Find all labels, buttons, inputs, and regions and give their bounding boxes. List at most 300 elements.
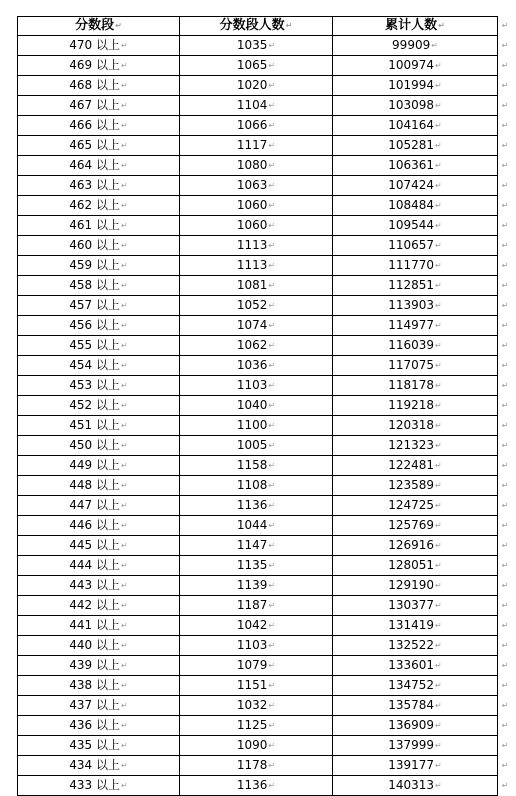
row-end-mark-icon: ↵ (501, 140, 509, 150)
table-row (18, 96, 498, 116)
paragraph-mark-icon: ↵ (435, 781, 442, 791)
paragraph-mark-icon: ↵ (121, 701, 128, 711)
paragraph-mark-icon: ↵ (435, 641, 442, 651)
row-end-mark-icon: ↵ (501, 360, 509, 370)
score-band-cell: 461 以上↵ (18, 216, 180, 236)
table-row (18, 236, 498, 256)
paragraph-mark-icon: ↵ (121, 381, 128, 391)
table-row (18, 676, 498, 696)
score-band-cell: 452 以上↵ (18, 396, 180, 416)
band-count-cell: 1081↵ (180, 276, 333, 296)
table-row (18, 716, 498, 736)
score-band-cell: 448 以上↵ (18, 476, 180, 496)
paragraph-mark-icon: ↵ (435, 381, 442, 391)
band-count-cell: 1042↵ (180, 616, 333, 636)
table-row (18, 336, 498, 356)
paragraph-mark-icon: ↵ (121, 501, 128, 511)
cumulative-count-cell: 130377↵ (333, 596, 498, 616)
paragraph-mark-icon: ↵ (121, 181, 128, 191)
cumulative-count-cell: 126916↵ (333, 536, 498, 556)
paragraph-mark-icon: ↵ (435, 441, 442, 451)
table-row (18, 616, 498, 636)
band-count-cell: 1066↵ (180, 116, 333, 136)
band-count-cell: 1090↵ (180, 736, 333, 756)
paragraph-mark-icon: ↵ (121, 301, 128, 311)
paragraph-mark-icon: ↵ (435, 561, 442, 571)
paragraph-mark-icon: ↵ (121, 661, 128, 671)
paragraph-mark-icon: ↵ (121, 261, 128, 271)
score-band-cell: 454 以上↵ (18, 356, 180, 376)
paragraph-mark-icon: ↵ (268, 61, 276, 71)
paragraph-mark-icon: ↵ (115, 21, 122, 31)
band-count-cell: 1147↵ (180, 536, 333, 556)
score-band-cell: 443 以上↵ (18, 576, 180, 596)
paragraph-mark-icon: ↵ (268, 381, 276, 391)
row-end-mark-icon: ↵ (501, 680, 509, 690)
paragraph-mark-icon: ↵ (268, 221, 276, 231)
band-count-cell: 1104↵ (180, 96, 333, 116)
band-count-cell: 1005↵ (180, 436, 333, 456)
paragraph-mark-icon: ↵ (121, 521, 128, 531)
paragraph-mark-icon: ↵ (435, 81, 442, 91)
paragraph-mark-icon: ↵ (268, 321, 276, 331)
cumulative-count-cell: 113903↵ (333, 296, 498, 316)
row-end-mark-icon: ↵ (501, 740, 509, 750)
score-band-cell: 455 以上↵ (18, 336, 180, 356)
band-count-cell: 1125↵ (180, 716, 333, 736)
paragraph-mark-icon: ↵ (268, 181, 276, 191)
table-row (18, 276, 498, 296)
table-row (18, 556, 498, 576)
paragraph-mark-icon: ↵ (121, 581, 128, 591)
paragraph-mark-icon: ↵ (435, 541, 442, 551)
band-count-cell: 1136↵ (180, 776, 333, 796)
cumulative-count-cell: 124725↵ (333, 496, 498, 516)
score-band-cell: 464 以上↵ (18, 156, 180, 176)
table-row (18, 636, 498, 656)
paragraph-mark-icon: ↵ (435, 121, 442, 131)
score-band-cell: 442 以上↵ (18, 596, 180, 616)
band-count-cell: 1065↵ (180, 56, 333, 76)
paragraph-mark-icon: ↵ (121, 101, 128, 111)
table-row (18, 396, 498, 416)
paragraph-mark-icon: ↵ (435, 301, 442, 311)
band-count-cell: 1020↵ (180, 76, 333, 96)
header-band-count: 分数段人数↵ (180, 17, 333, 36)
paragraph-mark-icon: ↵ (435, 221, 442, 231)
row-end-mark-icon: ↵ (501, 400, 509, 410)
paragraph-mark-icon: ↵ (121, 361, 128, 371)
score-band-cell: 435 以上↵ (18, 736, 180, 756)
paragraph-mark-icon: ↵ (268, 281, 276, 291)
score-band-cell: 468 以上↵ (18, 76, 180, 96)
paragraph-mark-icon: ↵ (268, 261, 276, 271)
table-row (18, 176, 498, 196)
cumulative-count-cell: 128051↵ (333, 556, 498, 576)
band-count-cell: 1117↵ (180, 136, 333, 156)
paragraph-mark-icon: ↵ (268, 201, 276, 211)
row-end-mark-icon: ↵ (501, 560, 509, 570)
score-band-cell: 439 以上↵ (18, 656, 180, 676)
score-band-cell: 453 以上↵ (18, 376, 180, 396)
paragraph-mark-icon: ↵ (121, 641, 128, 651)
paragraph-mark-icon: ↵ (435, 701, 442, 711)
paragraph-mark-icon: ↵ (121, 341, 128, 351)
row-end-mark-icon: ↵ (501, 240, 509, 250)
cumulative-count-cell: 119218↵ (333, 396, 498, 416)
table-row (18, 476, 498, 496)
paragraph-mark-icon: ↵ (121, 401, 128, 411)
paragraph-mark-icon: ↵ (435, 181, 442, 191)
cumulative-count-cell: 133601↵ (333, 656, 498, 676)
band-count-cell: 1032↵ (180, 696, 333, 716)
cumulative-count-cell: 117075↵ (333, 356, 498, 376)
cumulative-count-cell: 109544↵ (333, 216, 498, 236)
row-end-mark-icon: ↵ (501, 380, 509, 390)
paragraph-mark-icon: ↵ (121, 441, 128, 451)
paragraph-mark-icon: ↵ (268, 641, 276, 651)
paragraph-mark-icon: ↵ (121, 761, 128, 771)
paragraph-mark-icon: ↵ (121, 61, 128, 71)
score-band-cell: 456 以上↵ (18, 316, 180, 336)
paragraph-mark-icon: ↵ (268, 341, 276, 351)
row-end-mark-icon: ↵ (501, 60, 509, 70)
cumulative-count-cell: 137999↵ (333, 736, 498, 756)
paragraph-mark-icon: ↵ (121, 161, 128, 171)
cumulative-count-cell: 139177↵ (333, 756, 498, 776)
paragraph-mark-icon: ↵ (268, 741, 276, 751)
band-count-cell: 1035↵ (180, 36, 333, 56)
paragraph-mark-icon: ↵ (121, 601, 128, 611)
band-count-cell: 1151↵ (180, 676, 333, 696)
band-count-cell: 1136↵ (180, 496, 333, 516)
band-count-cell: 1060↵ (180, 216, 333, 236)
score-band-cell: 446 以上↵ (18, 516, 180, 536)
paragraph-mark-icon: ↵ (121, 121, 128, 131)
cumulative-count-cell: 132522↵ (333, 636, 498, 656)
row-end-mark-icon: ↵ (501, 640, 509, 650)
table-row (18, 196, 498, 216)
paragraph-mark-icon: ↵ (435, 141, 442, 151)
table-row (18, 456, 498, 476)
paragraph-mark-icon: ↵ (285, 21, 293, 31)
paragraph-mark-icon: ↵ (121, 741, 128, 751)
paragraph-mark-icon: ↵ (121, 421, 128, 431)
paragraph-mark-icon: ↵ (268, 121, 276, 131)
row-end-mark-icon: ↵ (501, 660, 509, 670)
row-end-mark-icon: ↵ (501, 780, 509, 790)
row-end-mark-icon: ↵ (501, 21, 509, 31)
score-band-cell: 445 以上↵ (18, 536, 180, 556)
row-end-mark-icon: ↵ (501, 500, 509, 510)
score-band-cell: 462 以上↵ (18, 196, 180, 216)
paragraph-mark-icon: ↵ (268, 681, 276, 691)
table-row (18, 76, 498, 96)
score-band-cell: 459 以上↵ (18, 256, 180, 276)
paragraph-mark-icon: ↵ (268, 721, 276, 731)
score-band-cell: 466 以上↵ (18, 116, 180, 136)
table-row (18, 156, 498, 176)
paragraph-mark-icon: ↵ (268, 421, 276, 431)
row-end-mark-icon: ↵ (501, 300, 509, 310)
band-count-cell: 1074↵ (180, 316, 333, 336)
paragraph-mark-icon: ↵ (435, 621, 442, 631)
cumulative-count-cell: 118178↵ (333, 376, 498, 396)
paragraph-mark-icon: ↵ (435, 481, 442, 491)
paragraph-mark-icon: ↵ (121, 721, 128, 731)
paragraph-mark-icon: ↵ (121, 221, 128, 231)
table-row (18, 36, 498, 56)
band-count-cell: 1187↵ (180, 596, 333, 616)
row-end-mark-icon: ↵ (501, 260, 509, 270)
paragraph-mark-icon: ↵ (435, 401, 442, 411)
score-band-cell: 465 以上↵ (18, 136, 180, 156)
score-band-cell: 470 以上↵ (18, 36, 180, 56)
table-row (18, 536, 498, 556)
row-end-mark-icon: ↵ (501, 580, 509, 590)
paragraph-mark-icon: ↵ (268, 101, 276, 111)
table-row (18, 136, 498, 156)
row-end-mark-icon: ↵ (501, 160, 509, 170)
score-band-cell: 447 以上↵ (18, 496, 180, 516)
paragraph-mark-icon: ↵ (268, 141, 276, 151)
paragraph-mark-icon: ↵ (121, 541, 128, 551)
paragraph-mark-icon: ↵ (268, 601, 276, 611)
paragraph-mark-icon: ↵ (121, 561, 128, 571)
cumulative-count-cell: 110657↵ (333, 236, 498, 256)
paragraph-mark-icon: ↵ (435, 681, 442, 691)
paragraph-mark-icon: ↵ (268, 661, 276, 671)
paragraph-mark-icon: ↵ (121, 461, 128, 471)
row-end-mark-icon: ↵ (501, 80, 509, 90)
paragraph-mark-icon: ↵ (121, 81, 128, 91)
score-band-cell: 437 以上↵ (18, 696, 180, 716)
paragraph-mark-icon: ↵ (268, 41, 276, 51)
paragraph-mark-icon: ↵ (268, 761, 276, 771)
paragraph-mark-icon: ↵ (438, 21, 445, 31)
paragraph-mark-icon: ↵ (435, 201, 442, 211)
paragraph-mark-icon: ↵ (268, 501, 276, 511)
paragraph-mark-icon: ↵ (435, 241, 442, 251)
row-end-mark-icon: ↵ (501, 620, 509, 630)
cumulative-count-cell: 107424↵ (333, 176, 498, 196)
band-count-cell: 1103↵ (180, 376, 333, 396)
paragraph-mark-icon: ↵ (268, 561, 276, 571)
paragraph-mark-icon: ↵ (268, 441, 276, 451)
row-end-mark-icon: ↵ (501, 520, 509, 530)
row-end-mark-icon: ↵ (501, 420, 509, 430)
table-row (18, 316, 498, 336)
table-row (18, 656, 498, 676)
row-end-mark-icon: ↵ (501, 720, 509, 730)
band-count-cell: 1062↵ (180, 336, 333, 356)
row-end-mark-icon: ↵ (501, 100, 509, 110)
table-row (18, 356, 498, 376)
cumulative-count-cell: 104164↵ (333, 116, 498, 136)
score-distribution-table (17, 16, 498, 796)
paragraph-mark-icon: ↵ (268, 541, 276, 551)
paragraph-mark-icon: ↵ (435, 521, 442, 531)
row-end-mark-icon: ↵ (501, 200, 509, 210)
row-end-mark-icon: ↵ (501, 760, 509, 770)
paragraph-mark-icon: ↵ (435, 741, 442, 751)
paragraph-mark-icon: ↵ (435, 421, 442, 431)
row-end-mark-icon: ↵ (501, 320, 509, 330)
band-count-cell: 1103↵ (180, 636, 333, 656)
score-band-cell: 451 以上↵ (18, 416, 180, 436)
row-end-mark-icon: ↵ (501, 180, 509, 190)
table-row (18, 216, 498, 236)
band-count-cell: 1052↵ (180, 296, 333, 316)
paragraph-mark-icon: ↵ (435, 321, 442, 331)
table-row (18, 56, 498, 76)
paragraph-mark-icon: ↵ (268, 161, 276, 171)
cumulative-count-cell: 123589↵ (333, 476, 498, 496)
table-row (18, 576, 498, 596)
band-count-cell: 1079↵ (180, 656, 333, 676)
header-cumulative-count: 累计人数↵ (333, 17, 498, 36)
table-row (18, 296, 498, 316)
paragraph-mark-icon: ↵ (121, 141, 128, 151)
paragraph-mark-icon: ↵ (435, 261, 442, 271)
paragraph-mark-icon: ↵ (435, 581, 442, 591)
row-end-mark-icon: ↵ (501, 40, 509, 50)
paragraph-mark-icon: ↵ (435, 61, 442, 71)
table-row (18, 696, 498, 716)
cumulative-count-cell: 106361↵ (333, 156, 498, 176)
paragraph-mark-icon: ↵ (435, 341, 442, 351)
cumulative-count-cell: 111770↵ (333, 256, 498, 276)
paragraph-mark-icon: ↵ (268, 301, 276, 311)
band-count-cell: 1158↵ (180, 456, 333, 476)
score-band-cell: 441 以上↵ (18, 616, 180, 636)
paragraph-mark-icon: ↵ (121, 321, 128, 331)
row-end-mark-icon: ↵ (501, 340, 509, 350)
paragraph-mark-icon: ↵ (268, 401, 276, 411)
score-band-cell: 444 以上↵ (18, 556, 180, 576)
score-band-cell: 433 以上↵ (18, 776, 180, 796)
score-band-cell: 457 以上↵ (18, 296, 180, 316)
row-end-mark-icon: ↵ (501, 120, 509, 130)
band-count-cell: 1080↵ (180, 156, 333, 176)
cumulative-count-cell: 120318↵ (333, 416, 498, 436)
cumulative-count-cell: 100974↵ (333, 56, 498, 76)
score-band-cell: 436 以上↵ (18, 716, 180, 736)
paragraph-mark-icon: ↵ (435, 601, 442, 611)
score-band-cell: 434 以上↵ (18, 756, 180, 776)
paragraph-mark-icon: ↵ (268, 461, 276, 471)
band-count-cell: 1040↵ (180, 396, 333, 416)
cumulative-count-cell: 135784↵ (333, 696, 498, 716)
table-row (18, 436, 498, 456)
row-end-mark-icon: ↵ (501, 280, 509, 290)
paragraph-mark-icon: ↵ (435, 361, 442, 371)
paragraph-mark-icon: ↵ (121, 201, 128, 211)
cumulative-count-cell: 103098↵ (333, 96, 498, 116)
cumulative-count-cell: 121323↵ (333, 436, 498, 456)
cumulative-count-cell: 134752↵ (333, 676, 498, 696)
row-end-mark-icon: ↵ (501, 700, 509, 710)
score-band-cell: 440 以上↵ (18, 636, 180, 656)
paragraph-mark-icon: ↵ (268, 361, 276, 371)
cumulative-count-cell: 122481↵ (333, 456, 498, 476)
band-count-cell: 1044↵ (180, 516, 333, 536)
table-row (18, 756, 498, 776)
header-row (18, 17, 498, 36)
cumulative-count-cell: 140313↵ (333, 776, 498, 796)
band-count-cell: 1139↵ (180, 576, 333, 596)
cumulative-count-cell: 101994↵ (333, 76, 498, 96)
cumulative-count-cell: 105281↵ (333, 136, 498, 156)
paragraph-mark-icon: ↵ (268, 621, 276, 631)
row-end-mark-icon: ↵ (501, 480, 509, 490)
table-row (18, 516, 498, 536)
paragraph-mark-icon: ↵ (435, 501, 442, 511)
paragraph-mark-icon: ↵ (121, 621, 128, 631)
table-row (18, 376, 498, 396)
band-count-cell: 1108↵ (180, 476, 333, 496)
cumulative-count-cell: 116039↵ (333, 336, 498, 356)
row-end-mark-icon: ↵ (501, 220, 509, 230)
paragraph-mark-icon: ↵ (268, 81, 276, 91)
table-row (18, 736, 498, 756)
paragraph-mark-icon: ↵ (268, 701, 276, 711)
cumulative-count-cell: 131419↵ (333, 616, 498, 636)
score-band-cell: 450 以上↵ (18, 436, 180, 456)
paragraph-mark-icon: ↵ (268, 521, 276, 531)
paragraph-mark-icon: ↵ (121, 781, 128, 791)
cumulative-count-cell: 114977↵ (333, 316, 498, 336)
score-band-cell: 463 以上↵ (18, 176, 180, 196)
band-count-cell: 1113↵ (180, 256, 333, 276)
paragraph-mark-icon: ↵ (121, 481, 128, 491)
band-count-cell: 1060↵ (180, 196, 333, 216)
cumulative-count-cell: 112851↵ (333, 276, 498, 296)
paragraph-mark-icon: ↵ (435, 721, 442, 731)
paragraph-mark-icon: ↵ (268, 241, 276, 251)
score-band-cell: 449 以上↵ (18, 456, 180, 476)
row-end-mark-icon: ↵ (501, 440, 509, 450)
band-count-cell: 1135↵ (180, 556, 333, 576)
score-band-cell: 458 以上↵ (18, 276, 180, 296)
paragraph-mark-icon: ↵ (435, 461, 442, 471)
cumulative-count-cell: 129190↵ (333, 576, 498, 596)
table-row (18, 416, 498, 436)
paragraph-mark-icon: ↵ (268, 781, 276, 791)
paragraph-mark-icon: ↵ (435, 761, 442, 771)
table-row (18, 596, 498, 616)
score-band-cell: 467 以上↵ (18, 96, 180, 116)
paragraph-mark-icon: ↵ (431, 41, 438, 51)
cumulative-count-cell: 136909↵ (333, 716, 498, 736)
band-count-cell: 1113↵ (180, 236, 333, 256)
paragraph-mark-icon: ↵ (435, 101, 442, 111)
header-score-band: 分数段↵ (18, 17, 180, 36)
paragraph-mark-icon: ↵ (268, 481, 276, 491)
paragraph-mark-icon: ↵ (121, 681, 128, 691)
cumulative-count-cell: 99909↵ (333, 36, 498, 56)
row-end-mark-icon: ↵ (501, 540, 509, 550)
band-count-cell: 1036↵ (180, 356, 333, 376)
band-count-cell: 1100↵ (180, 416, 333, 436)
paragraph-mark-icon: ↵ (435, 161, 442, 171)
paragraph-mark-icon: ↵ (435, 661, 442, 671)
band-count-cell: 1063↵ (180, 176, 333, 196)
score-band-cell: 460 以上↵ (18, 236, 180, 256)
row-end-mark-icon: ↵ (501, 600, 509, 610)
paragraph-mark-icon: ↵ (435, 281, 442, 291)
paragraph-mark-icon: ↵ (268, 581, 276, 591)
